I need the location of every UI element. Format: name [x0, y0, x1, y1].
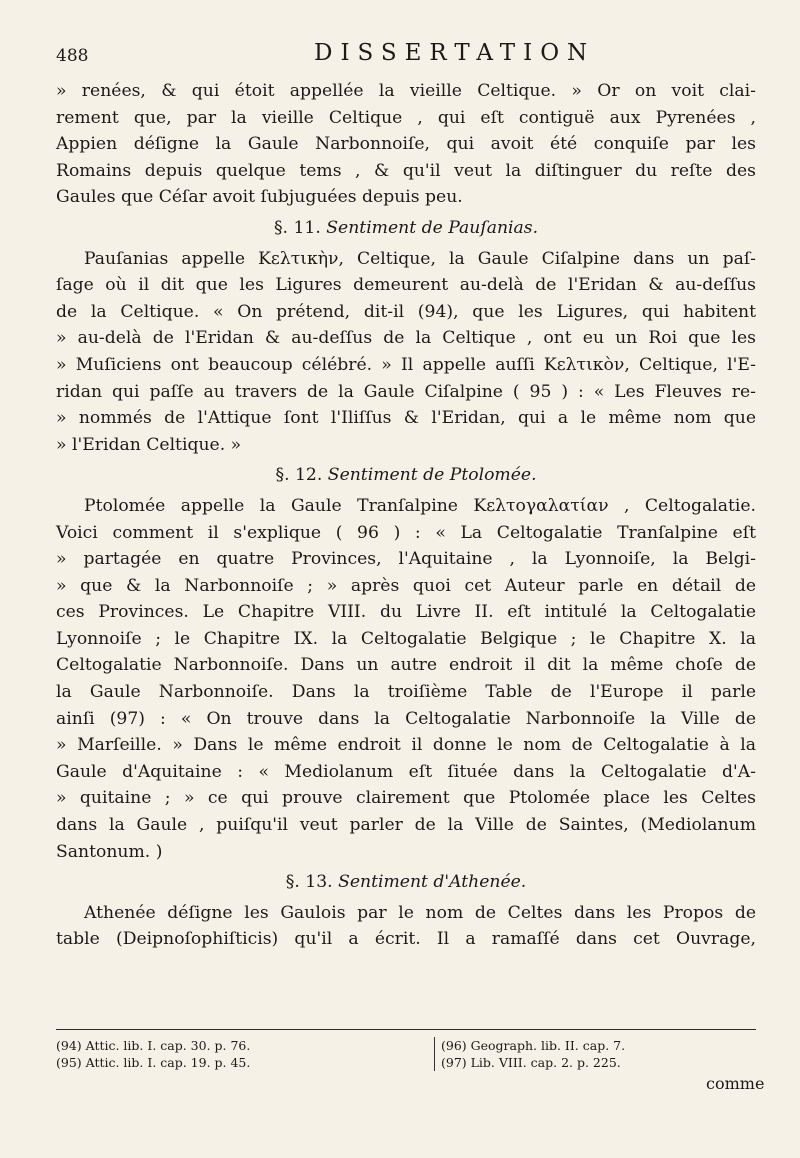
- text-line: » partagée en quatre Provinces, l'Aquitaine , la Lyonnoiſe, la Belgi-: [56, 549, 756, 570]
- footnote-95: (95) Attic. lib. I. cap. 19. p. 45.: [56, 1055, 251, 1070]
- text-line: Ptolomée appelle la Gaule Tranſalpine Κελτογαλατίαν , Celtogalatie.: [84, 495, 756, 516]
- footnote-96: (96) Geograph. lib. II. cap. 7.: [441, 1038, 626, 1053]
- text-line: ridan qui paſſe au travers de la Gaule Ciſalpine ( 95 ) : « Les Fleuves re-: [56, 381, 756, 402]
- text-line: » renées, & qui étoit appellée la vieille Celtique. » Or on voit clai-: [56, 81, 756, 101]
- section-heading-12: [56, 462, 756, 489]
- text-line: » l'Eridan Celtique. »: [56, 434, 242, 455]
- text-line: » quitaine ; » ce qui prouve clairement que Ptolomée place les Celtes: [56, 788, 756, 809]
- paragraph-intro: [56, 78, 756, 211]
- text-line: Santonum. ): [56, 841, 163, 862]
- body-text: [56, 78, 756, 953]
- paragraph-pausanias: [56, 246, 756, 459]
- text-line: de la Celtique. « On prétend, dit-il (94), que les Ligures, qui habitent: [56, 301, 756, 322]
- footnote-rule: [56, 1029, 756, 1030]
- section-number: §. 11.: [273, 217, 321, 238]
- text-line: Celtogalatie Narbonnoiſe. Dans un autre endroit il dit la même choſe de: [56, 655, 756, 676]
- text-line: ſage où il dit que les Ligures demeurent au-delà de l'Eridan & au-deſſus: [56, 275, 756, 296]
- catchword: comme: [706, 1074, 765, 1093]
- footnote-94: (94) Attic. lib. I. cap. 30. p. 76.: [56, 1038, 251, 1053]
- section-number: §. 13.: [285, 872, 333, 893]
- text-line: Lyonnoiſe ; le Chapitre IX. la Celtogalatie Belgique ; le Chapitre X. la: [56, 628, 756, 649]
- section-title: Sentiment de Pauſanias.: [326, 217, 539, 238]
- section-number: §. 12.: [275, 465, 323, 486]
- text-line: Gaule d'Aquitaine : « Mediolanum eſt ſituée dans la Celtogalatie d'A-: [56, 761, 756, 782]
- section-heading-13: [56, 869, 756, 896]
- section-heading-11: [56, 215, 756, 242]
- text-line: table (Deipnoſophiſticis) qu'il a écrit. Il a ramaſſé dans cet Ouvrage,: [56, 929, 756, 950]
- text-line: » Marſeille. » Dans le même endroit il donne le nom de Celtogalatie à la: [56, 735, 756, 756]
- text-line: Voici comment il s'explique ( 96 ) : « La Celtogalatie Tranſalpine eſt: [56, 522, 756, 543]
- text-line: ces Provinces. Le Chapitre VIII. du Livre II. eſt intitulé la Celtogalatie: [56, 602, 756, 623]
- text-line: Gaules que Céſar avoit ſubjuguées depuis peu.: [56, 187, 463, 208]
- footnotes-right-column: [434, 1037, 771, 1071]
- text-line: Romains depuis quelque tems , & qu'il veut la diſtinguer du reſte des: [56, 160, 756, 181]
- running-head: DISSERTATION: [314, 40, 596, 66]
- text-line: » Muſiciens ont beaucoup célébré. » Il appelle auſſi Κελτικὸν, Celtique, l'E-: [56, 354, 756, 375]
- text-line: Appien déſigne la Gaule Narbonnoiſe, qui avoit été conquiſe par les: [56, 134, 756, 155]
- section-title: Sentiment d'Athenée.: [338, 872, 527, 893]
- text-line: dans la Gaule , puiſqu'il veut parler de la Ville de Saintes, (Mediolanum: [56, 815, 756, 836]
- paragraph-ptolomee: [56, 493, 756, 865]
- page-number: 488: [56, 46, 89, 66]
- footnote-97: (97) Lib. VIII. cap. 2. p. 225.: [441, 1055, 621, 1070]
- text-line: ainſi (97) : « On trouve dans la Celtogalatie Narbonnoiſe la Ville de: [56, 708, 756, 729]
- text-line: rement que, par la vieille Celtique , qui eſt contiguë aux Pyrenées ,: [56, 107, 756, 128]
- text-line: » que & la Narbonnoiſe ; » après quoi cet Auteur parle en détail de: [56, 575, 756, 596]
- text-line: » au-delà de l'Eridan & au-deſſus de la Celtique , ont eu un Roi que les: [56, 328, 756, 349]
- paragraph-athenee: [56, 900, 756, 953]
- footnotes-left-column: [56, 1037, 386, 1071]
- text-line: » nommés de l'Attique ſont l'Iliſſus & l'Eridan, qui a le même nom que: [56, 408, 756, 429]
- page-header: [56, 40, 756, 74]
- section-title: Sentiment de Ptolomée.: [327, 465, 537, 486]
- text-line: Athenée déſigne les Gaulois par le nom de Celtes dans les Propos de: [84, 902, 756, 923]
- text-line: Pauſanias appelle Κελτικὴν, Celtique, la Gaule Ciſalpine dans un paſ-: [84, 248, 756, 269]
- text-line: la Gaule Narbonnoiſe. Dans la troiſième Table de l'Europe il parle: [56, 682, 756, 703]
